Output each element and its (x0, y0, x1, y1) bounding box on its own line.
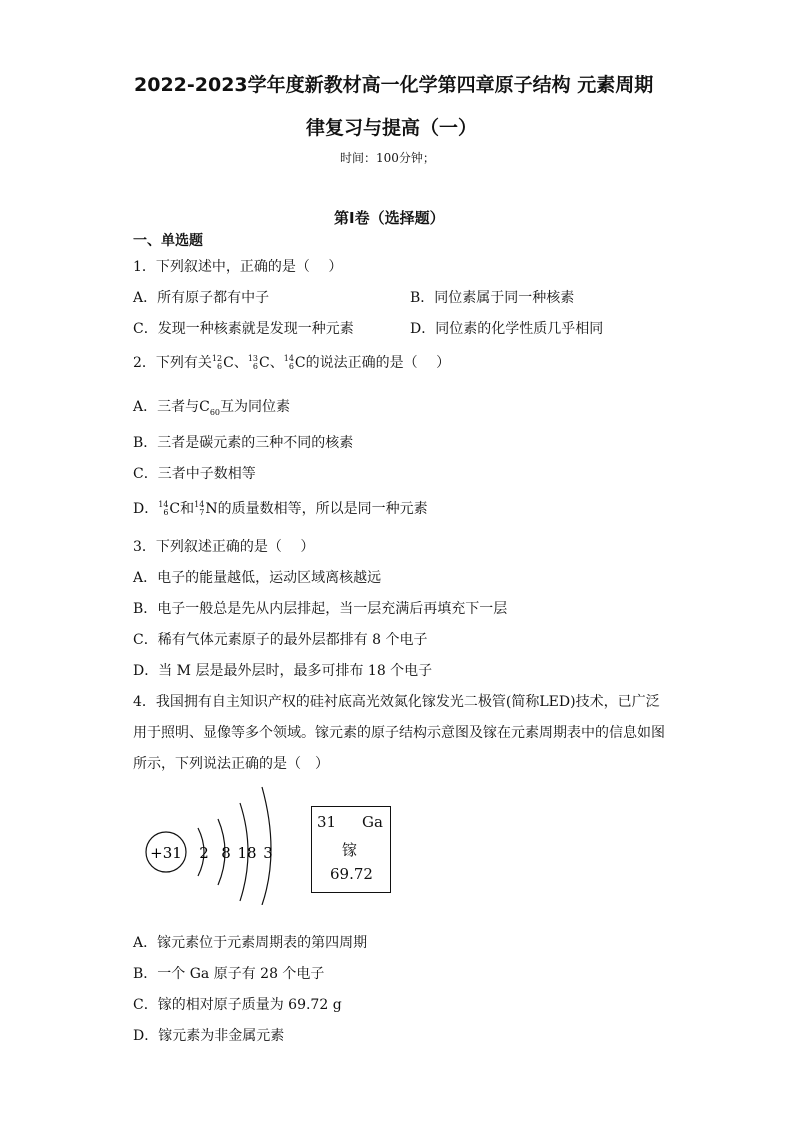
gallium-atomic-structure-diagram (140, 785, 300, 905)
q2-option-a-subscript: 60 (209, 408, 221, 417)
q1-option-a: A．所有原子都有中子 (133, 290, 270, 306)
q2-stem (133, 352, 450, 372)
q2-option-a (133, 396, 290, 416)
q4-option-c: C．镓的相对原子质量为 69.72 g (133, 997, 342, 1013)
nuclide-c14 (284, 355, 294, 371)
nuclide-c14-mass: 14 (283, 354, 294, 363)
q4-stem-line3: 所示，下列说法正确的是（ ） (133, 756, 329, 772)
q4-stem-line1: 4．我国拥有自主知识产权的硅衬底高光效氮化镓发光二极管(简称LED)技术，已广泛 (133, 694, 660, 710)
q3-option-d: D．当 M 层是最外层时，最多可排布 18 个电子 (133, 663, 433, 679)
q4-option-a: A．镓元素位于元素周期表的第四周期 (133, 935, 368, 951)
q1-option-c: C．发现一种核素就是发现一种元素 (133, 321, 354, 337)
shell-2-electrons: 8 (221, 844, 231, 862)
q2-option-d (133, 498, 428, 518)
section-title: 一、单选题 (133, 233, 203, 249)
nuclide-n14-mass: 14 (194, 500, 205, 509)
q2-option-d-suffix: 的质量数相等，所以是同一种元素 (217, 501, 428, 517)
q2-option-a-suffix: 互为同位素 (220, 399, 291, 415)
q2-stem-prefix: 2．下列有关 (133, 355, 212, 371)
doc-title-line2: 律复习与提高（一） (306, 117, 478, 139)
q3-option-a: A．电子的能量越低，运动区域离核越远 (133, 570, 382, 586)
nuclide-n14-z: 7 (199, 508, 205, 517)
q4-option-d: D．镓元素为非金属元素 (133, 1028, 285, 1044)
q4-option-b: B．一个 Ga 原子有 28 个电子 (133, 966, 325, 982)
nuclide-c14-symbol: C (294, 355, 306, 371)
nuclide-c14-d-mass: 14 (158, 500, 169, 509)
nuclide-c12-z: 6 (217, 362, 223, 371)
shell-4-electrons: 3 (263, 844, 273, 862)
q3-stem: 3．下列叙述正确的是（ ） (133, 539, 315, 555)
q1-option-d: D．同位素的化学性质几乎相同 (410, 321, 604, 337)
exam-time: 时间：100分钟； (340, 151, 435, 165)
nuclide-c13-mass: 13 (247, 354, 259, 363)
shell-3-electrons: 18 (237, 844, 257, 862)
q3-option-b: B．电子一般总是先从内层排起，当一层充满后再填充下一层 (133, 601, 508, 617)
q4-stem-line2: 用于照明、显像等多个领域。镓元素的原子结构示意图及镓在元素周期表中的信息如图 (133, 725, 665, 741)
q2-option-c: C．三者中子数相等 (133, 466, 256, 482)
element-symbol: Ga (362, 813, 383, 831)
nucleus-charge: +31 (150, 844, 182, 862)
q2-stem-suffix: 的说法正确的是（ ） (305, 355, 451, 371)
q2-option-b: B．三者是碳元素的三种不同的核素 (133, 435, 354, 451)
nuclide-c13-z: 6 (252, 362, 259, 371)
nuclide-c13 (248, 355, 258, 371)
shell-1-electrons: 2 (199, 844, 209, 862)
nuclide-c13-symbol: C (259, 355, 270, 371)
nuclide-c12-symbol: C (223, 355, 234, 371)
q2-option-d-prefix: D． (133, 501, 159, 517)
atomic-number: 31 (317, 813, 337, 831)
q3-option-c: C．稀有气体元素原子的最外层都排有 8 个电子 (133, 632, 428, 648)
q1-stem: 1．下列叙述中，正确的是（ ） (133, 259, 343, 275)
atomic-mass: 69.72 (330, 865, 373, 883)
q1-option-b: B．同位素属于同一种核素 (410, 290, 575, 306)
nuclide-c12 (212, 355, 222, 371)
nuclide-c14-d-z: 6 (163, 508, 169, 517)
q2-option-a-prefix: A．三者与C (133, 399, 210, 415)
nuclide-c12-mass: 12 (211, 354, 223, 363)
nuclide-c14-z: 6 (288, 362, 294, 371)
nuclide-c14-d (158, 501, 168, 517)
q2-sep1: 、 (233, 355, 248, 371)
element-name: 镓 (342, 841, 358, 859)
nuclide-n14-symbol: N (205, 501, 218, 517)
volume-title: 第I卷（选择题） (334, 209, 445, 227)
q2-sep2: 、 (269, 355, 284, 371)
nuclide-c14-d-symbol: C和 (169, 501, 195, 517)
doc-title-line1: 2022-2023学年度新教材高一化学第四章原子结构 元素周期 (134, 74, 654, 96)
gallium-element-card (311, 806, 391, 893)
nuclide-n14 (194, 501, 204, 517)
